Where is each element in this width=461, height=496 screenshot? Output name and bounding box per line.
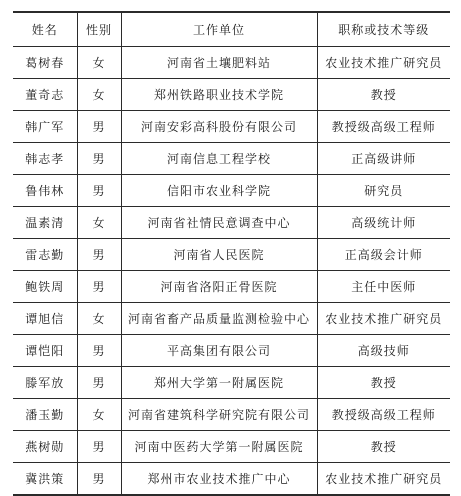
cell-title: 农业技术推广研究员: [317, 47, 450, 79]
cell-name: 冀洪策: [13, 463, 77, 496]
cell-gender: 男: [77, 175, 121, 207]
cell-unit: 河南省畜产品质量监测检验中心: [121, 303, 317, 335]
table-row: [13, 239, 450, 271]
cell-gender: 女: [77, 79, 121, 111]
table-header-row: [13, 12, 450, 47]
cell-name: 雷志勤: [13, 239, 77, 271]
table-row: [13, 207, 450, 239]
table-row: [13, 335, 450, 367]
cell-unit: 信阳市农业科学院: [121, 175, 317, 207]
cell-title: 教授: [317, 431, 450, 463]
cell-unit: 郑州市农业技术推广中心: [121, 463, 317, 496]
table-row: [13, 175, 450, 207]
cell-unit: 河南省建筑科学研究院有限公司: [121, 399, 317, 431]
cell-unit: 平高集团有限公司: [121, 335, 317, 367]
cell-gender: 男: [77, 431, 121, 463]
cell-title: 主任中医师: [317, 271, 450, 303]
cell-gender: 女: [77, 303, 121, 335]
cell-name: 温素清: [13, 207, 77, 239]
cell-title: 农业技术推广研究员: [317, 463, 450, 496]
cell-title: 教授: [317, 79, 450, 111]
header-unit: 工作单位: [121, 12, 317, 47]
cell-gender: 女: [77, 399, 121, 431]
cell-title: 研究员: [317, 175, 450, 207]
cell-title: 正高级讲师: [317, 143, 450, 175]
table-row: [13, 271, 450, 303]
cell-unit: 河南信息工程学校: [121, 143, 317, 175]
table-row: [13, 367, 450, 399]
cell-gender: 男: [77, 335, 121, 367]
cell-gender: 女: [77, 207, 121, 239]
table-row: [13, 399, 450, 431]
cell-unit: 河南省洛阳正骨医院: [121, 271, 317, 303]
cell-title: 高级统计师: [317, 207, 450, 239]
cell-unit: 河南省土壤肥料站: [121, 47, 317, 79]
cell-name: 韩广军: [13, 111, 77, 143]
cell-gender: 男: [77, 111, 121, 143]
header-gender: 性别: [77, 12, 121, 47]
cell-title: 教授级高级工程师: [317, 111, 450, 143]
cell-name: 鲍铁周: [13, 271, 77, 303]
cell-gender: 男: [77, 271, 121, 303]
cell-unit: 郑州大学第一附属医院: [121, 367, 317, 399]
table-row: [13, 111, 450, 143]
cell-gender: 男: [77, 143, 121, 175]
header-name: 姓名: [13, 12, 77, 47]
cell-name: 燕树勋: [13, 431, 77, 463]
cell-title: 正高级会计师: [317, 239, 450, 271]
cell-title: 教授级高级工程师: [317, 399, 450, 431]
cell-name: 谭恺阳: [13, 335, 77, 367]
cell-gender: 男: [77, 463, 121, 496]
table-row: [13, 431, 450, 463]
table-row: [13, 79, 450, 111]
roster-table-container: [13, 11, 450, 496]
cell-name: 董奇志: [13, 79, 77, 111]
table-body: [13, 47, 450, 496]
cell-name: 韩志孝: [13, 143, 77, 175]
cell-name: 潘玉勤: [13, 399, 77, 431]
cell-title: 教授: [317, 367, 450, 399]
header-title: 职称或技术等级: [317, 12, 450, 47]
table-row: [13, 47, 450, 79]
table-row: [13, 143, 450, 175]
roster-table: [13, 11, 450, 496]
cell-unit: 河南省社情民意调查中心: [121, 207, 317, 239]
cell-name: 谭旭信: [13, 303, 77, 335]
cell-gender: 女: [77, 47, 121, 79]
cell-unit: 河南安彩高科股份有限公司: [121, 111, 317, 143]
cell-unit: 河南省人民医院: [121, 239, 317, 271]
cell-title: 高级技师: [317, 335, 450, 367]
cell-name: 鲁伟林: [13, 175, 77, 207]
cell-unit: 河南中医药大学第一附属医院: [121, 431, 317, 463]
cell-unit: 郑州铁路职业技术学院: [121, 79, 317, 111]
cell-name: 葛树春: [13, 47, 77, 79]
cell-name: 滕军放: [13, 367, 77, 399]
cell-gender: 男: [77, 367, 121, 399]
cell-gender: 男: [77, 239, 121, 271]
cell-title: 农业技术推广研究员: [317, 303, 450, 335]
table-row: [13, 303, 450, 335]
